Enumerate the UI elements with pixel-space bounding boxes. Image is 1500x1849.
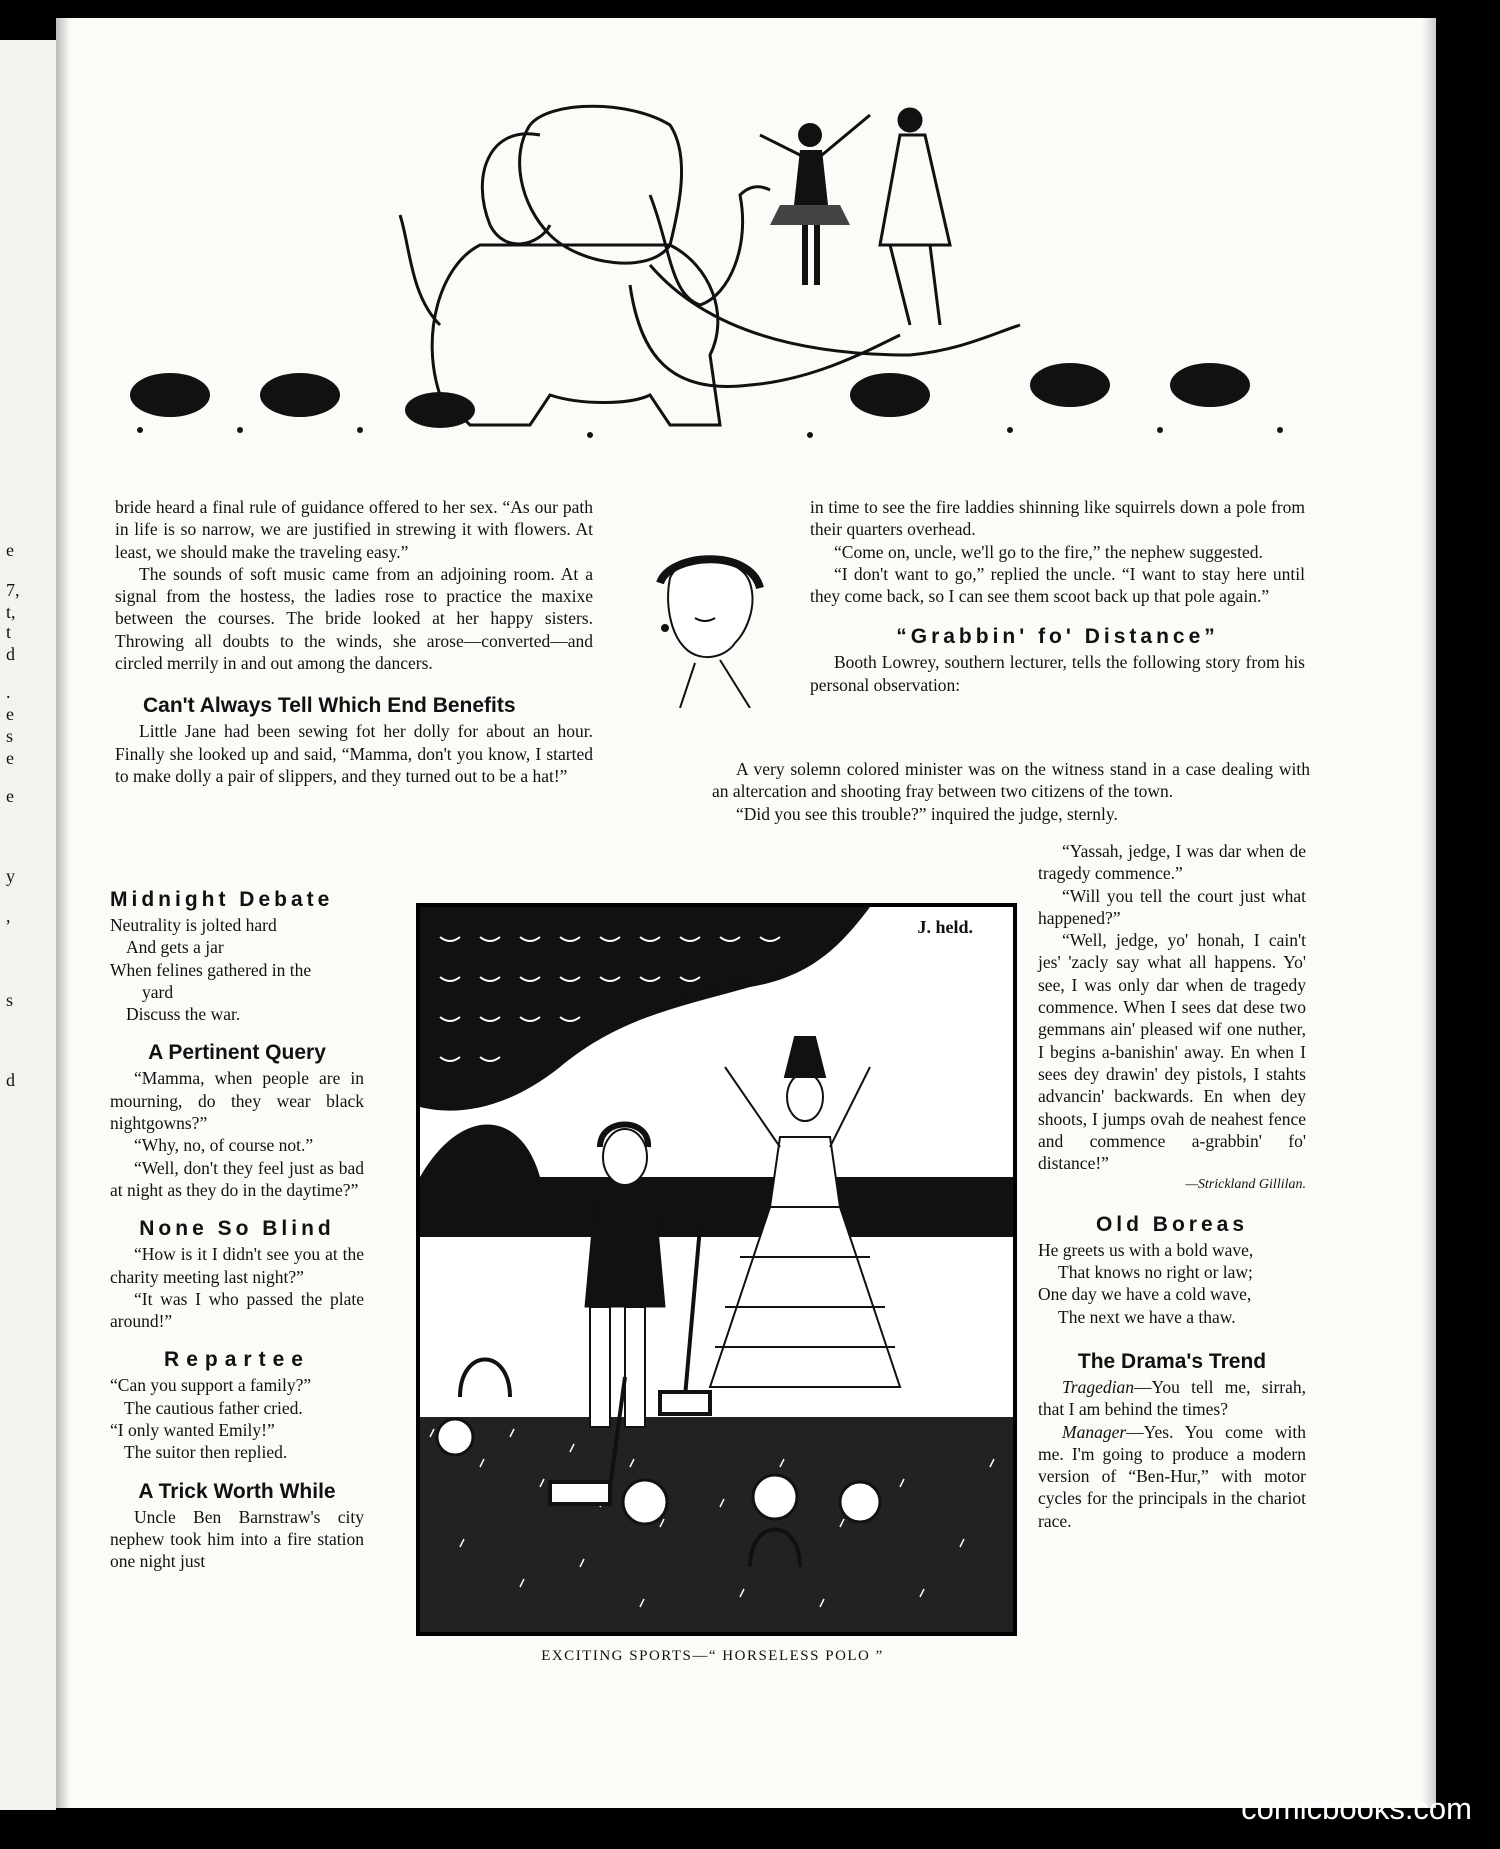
woman-portrait-sketch bbox=[640, 548, 770, 708]
article-title: Midnight Debate bbox=[110, 888, 334, 911]
article-title: A Pertinent Query bbox=[148, 1041, 326, 1065]
poem-line: The next we have a thaw. bbox=[1058, 1306, 1236, 1327]
margin-fragment: y bbox=[6, 866, 15, 886]
poem bbox=[1038, 1239, 1306, 1328]
paragraph bbox=[1038, 1421, 1306, 1532]
dialogue: —Yes. You come with me. I'm going to produce a modern version of “Ben-Hur,” with motor cycles for the principals in the chariot race. bbox=[1038, 1421, 1306, 1531]
paragraph: “How is it I didn't see you at the charity meeting last night?” bbox=[110, 1244, 364, 1287]
paragraph: “Well, don't they feel just as bad at night as they do in the daytime?” bbox=[110, 1157, 364, 1200]
earring-icon bbox=[661, 624, 669, 632]
speaker-label: Tragedian bbox=[1062, 1376, 1134, 1397]
scan-border bbox=[1436, 18, 1500, 1808]
margin-fragment: e bbox=[6, 704, 14, 724]
column-right-top bbox=[810, 496, 1305, 696]
margin-fragment: 7, bbox=[6, 580, 20, 600]
paragraph: “Will you tell the court just what happened?” bbox=[1038, 885, 1306, 928]
paragraph: Booth Lowrey, southern lecturer, tells the following story from his personal observation: bbox=[810, 652, 1305, 695]
margin-fragment: d bbox=[6, 644, 15, 664]
elephant-head bbox=[520, 106, 682, 263]
poem-line: Discuss the war. bbox=[126, 1004, 241, 1025]
paragraph: “Yassah, jedge, I was dar when de tragedy commence.” bbox=[1038, 841, 1306, 884]
article-title: The Drama's Trend bbox=[1077, 1349, 1267, 1373]
elephant-procession bbox=[130, 363, 1250, 428]
paragraph bbox=[1038, 1376, 1306, 1421]
grabbin-wide-text bbox=[712, 758, 1310, 825]
poem-line: When felines gathered in the bbox=[110, 959, 312, 980]
paragraph: Uncle Ben Barnstraw's city nephew took him into a fire station one night just bbox=[110, 1506, 364, 1572]
paragraph: A very solemn colored minister was on the witness stand in a case dealing with an altercation and shooting fray between two citizens of the town. bbox=[712, 759, 1310, 802]
paragraph: “It was I who passed the plate around!” bbox=[110, 1288, 364, 1332]
article-title: “Grabbin' fo' Distance” bbox=[896, 625, 1219, 649]
ground-dots bbox=[137, 427, 1283, 438]
margin-fragment: d bbox=[6, 1070, 15, 1090]
margin-fragment: e bbox=[6, 540, 14, 560]
paragraph: “I don't want to go,” replied the uncle. “I want to stay here until they come back, so I can see them scoot back up that pole again.” bbox=[810, 563, 1305, 607]
paragraph: “Why, no, of course not.” bbox=[134, 1135, 314, 1156]
paragraph: “Mamma, when people are in mourning, do they wear black nightgowns?” bbox=[110, 1068, 364, 1134]
margin-fragment: s bbox=[6, 726, 14, 746]
poem-line: “I only wanted Emily!” bbox=[110, 1420, 275, 1441]
page-spine-shadow bbox=[56, 18, 70, 1808]
paragraph: Little Jane had been sewing fot her dolly for about an hour. Finally she looked up and said, “Mamma, don't you know, I started to make dolly a pair of slippers, and they turned out to be a hat!” bbox=[115, 721, 593, 786]
artist-signature: J. held. bbox=[917, 917, 973, 937]
paragraph: in time to see the fire laddies shinning like squirrels down a pole from their quarters overhead. bbox=[810, 497, 1305, 540]
bird-icon bbox=[719, 965, 731, 989]
margin-fragment: t, bbox=[6, 602, 16, 622]
croquet-cartoon bbox=[416, 903, 1017, 1636]
article-title: A Trick Worth While bbox=[138, 1479, 336, 1503]
poem-line: The suitor then replied. bbox=[124, 1442, 288, 1463]
elephant-dancers-illustration bbox=[110, 95, 1310, 440]
poem-line: yard bbox=[142, 981, 174, 1002]
poem-line: “Can you support a family?” bbox=[110, 1375, 312, 1396]
article-title: None So Blind bbox=[139, 1217, 335, 1241]
margin-fragment: e bbox=[6, 786, 14, 806]
margin-fragment: , bbox=[6, 906, 11, 926]
dancer-right bbox=[880, 109, 950, 325]
dancer-left bbox=[760, 115, 870, 285]
margin-fragment: . bbox=[6, 682, 11, 702]
dialogue: —You tell me, sirrah, that I am behind the times? bbox=[1038, 1376, 1306, 1420]
page-edge-shadow bbox=[1422, 18, 1436, 1808]
site-watermark: comicbooks.com bbox=[1241, 1791, 1472, 1826]
article-title: Repartee bbox=[164, 1348, 310, 1372]
margin-fragment: s bbox=[6, 990, 14, 1010]
distant-hills bbox=[420, 1125, 1013, 1238]
poem-line: He greets us with a bold wave, bbox=[1038, 1239, 1254, 1260]
poem-line: One day we have a cold wave, bbox=[1038, 1284, 1252, 1305]
margin-fragment: e bbox=[6, 748, 14, 768]
paragraph: “Come on, uncle, we'll go to the fire,” the nephew suggested. bbox=[834, 541, 1263, 562]
column-left-top bbox=[115, 496, 593, 787]
attribution: —Strickland Gillilan. bbox=[1185, 1177, 1306, 1193]
poem-line: And gets a jar bbox=[126, 937, 224, 958]
paragraph: bride heard a final rule of guidance offered to her sex. “As our path in life is so narrow, we are justified in strewing it with flowers. At least, we should make the traveling easy.” bbox=[115, 497, 593, 562]
margin-fragment: t bbox=[6, 622, 12, 642]
column-right-bottom bbox=[1038, 840, 1306, 1532]
elephant-body bbox=[432, 245, 720, 425]
article-title: Can't Always Tell Which End Benefits bbox=[143, 694, 516, 718]
poem bbox=[110, 914, 364, 1025]
elephant-ear bbox=[482, 134, 550, 244]
elephant-tail bbox=[400, 215, 440, 325]
lawn bbox=[420, 1417, 1013, 1632]
poem-line: The cautious father cried. bbox=[124, 1397, 303, 1418]
poem bbox=[110, 1374, 364, 1463]
left-page-edge bbox=[0, 40, 56, 1810]
paragraph: “Did you see this trouble?” inquired the judge, sternly. bbox=[736, 803, 1118, 824]
paragraph: “Well, jedge, yo' honah, I cain't jes' 'zacly say what all happens. Yo' see, I was only dar when de tragedy commence. When I sees dat dese two gemmans ain' pleased wif one nuther, I begins a-banishin' away. En when I sees dey drawin' dey pistols, I stahts advancin' backwards. En when dey shoots, I jumps ovah de neahest fence and commence a-grabbin' fo' distance!” bbox=[1038, 930, 1306, 1174]
poem-line: That knows no right or law; bbox=[1058, 1262, 1253, 1283]
cartoon-drawing bbox=[420, 907, 1013, 1632]
paragraph: The sounds of soft music came from an adjoining room. At a signal from the hostess, the ladies rose to practice the maxixe between the courses. The bride looked at her happy sisters. Throwing all doubts to the winds, she arose—converted—and circled merrily in and out among the dancers. bbox=[115, 563, 593, 674]
speaker-label: Manager bbox=[1062, 1421, 1127, 1442]
poem-line: Neutrality is jolted hard bbox=[110, 915, 277, 935]
cartoon-caption: EXCITING SPORTS—“ HORSELESS POLO ” bbox=[541, 1648, 884, 1664]
article-title: Old Boreas bbox=[1095, 1212, 1249, 1236]
column-left-bottom bbox=[110, 886, 364, 1573]
